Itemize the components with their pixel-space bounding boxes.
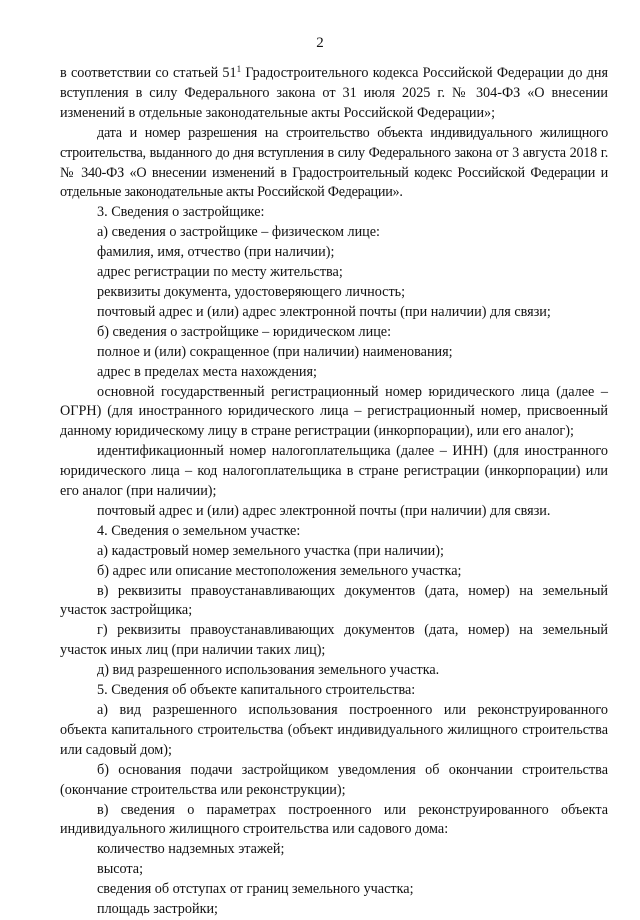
document-body — [60, 64, 608, 920]
list-item: основной государственный регистрационный номер юридического лица (далее – ОГРН) (для иностранного юридического лица – регистрационный номер, присвоенный данному юридическому лицу в стране регистрации (инкорпорации), или его аналог); — [60, 383, 608, 440]
paragraph-permit-date: дата и номер разрешения на строительство объекта индивидуального жилищного строительства, выданного до дня вступления в силу Федерального закона от 3 августа 2018 г. № 340-ФЗ «О внесении изменений в Градостроительный кодекс Российской Федерации и отдельные законодательные акты Российской Федерации». — [60, 124, 608, 201]
list-item: г) реквизиты правоустанавливающих документов (дата, номер) на земельный участок иных лиц (при наличии таких лиц); — [60, 622, 608, 659]
section-heading-developer: 3. Сведения о застройщике: — [97, 204, 265, 221]
list-item: в) сведения о параметрах построенного или реконструированного объекта индивидуального жилищного строительства или садового дома: — [60, 801, 608, 838]
list-item: почтовый адрес и (или) адрес электронной почты (при наличии) для связи; — [97, 303, 551, 320]
list-item: площадь застройки; — [97, 901, 219, 918]
list-item: б) адрес или описание местоположения земельного участка; — [97, 562, 462, 579]
section-heading-land-plot: 4. Сведения о земельном участке: — [97, 522, 301, 539]
list-item: идентификационный номер налогоплательщика (далее – ИНН) (для иностранного юридического лица – код налогоплательщика в стране регистрации (инкорпорации) или его аналог (при наличии); — [60, 443, 608, 500]
page-number: 2 — [316, 35, 324, 51]
paragraph-text: Градостроительного кодекса Российской Федерации до дня вступления в силу Федерального закона от 31 июля 2025 г. № 304-ФЗ «О внесении изменений в отдельные законодательные акты Российской Федерации»; — [60, 65, 609, 121]
list-item: в) реквизиты правоустанавливающих документов (дата, номер) на земельный участок застройщика; — [60, 582, 608, 619]
list-item: а) вид разрешенного использования построенного или реконструированного объекта капитального строительства (объект индивидуального жилищного строительства или садовый дом); — [60, 702, 608, 758]
list-item: сведения об отступах от границ земельного участка; — [97, 881, 414, 898]
list-item: фамилия, имя, отчество (при наличии); — [97, 244, 335, 261]
list-item: адрес регистрации по месту жительства; — [97, 264, 343, 281]
list-item: а) кадастровый номер земельного участка (при наличии); — [97, 542, 444, 559]
paragraph-text: в соответствии со статьей 51 — [60, 65, 237, 81]
list-item: б) основания подачи застройщиком уведомления об окончании строительства (окончание строительства или реконструкции); — [60, 761, 608, 798]
list-item: д) вид разрешенного использования земельного участка. — [97, 662, 440, 679]
list-item: б) сведения о застройщике – юридическом лице: — [97, 323, 392, 340]
article-superscript: 1 — [236, 64, 242, 74]
list-item: реквизиты документа, удостоверяющего личность; — [97, 283, 406, 300]
list-item: полное и (или) сокращенное (при наличии) наименования; — [97, 343, 453, 360]
list-item: почтовый адрес и (или) адрес электронной почты (при наличии) для связи. — [97, 502, 551, 519]
paragraph-continuation — [60, 64, 608, 124]
list-item: количество надземных этажей; — [97, 841, 285, 858]
list-item: высота; — [97, 861, 144, 878]
list-item: адрес в пределах места нахождения; — [97, 363, 317, 380]
section-heading-construction-object: 5. Сведения об объекте капитального строительства: — [97, 682, 416, 699]
list-item: а) сведения о застройщике – физическом лице: — [97, 224, 380, 241]
